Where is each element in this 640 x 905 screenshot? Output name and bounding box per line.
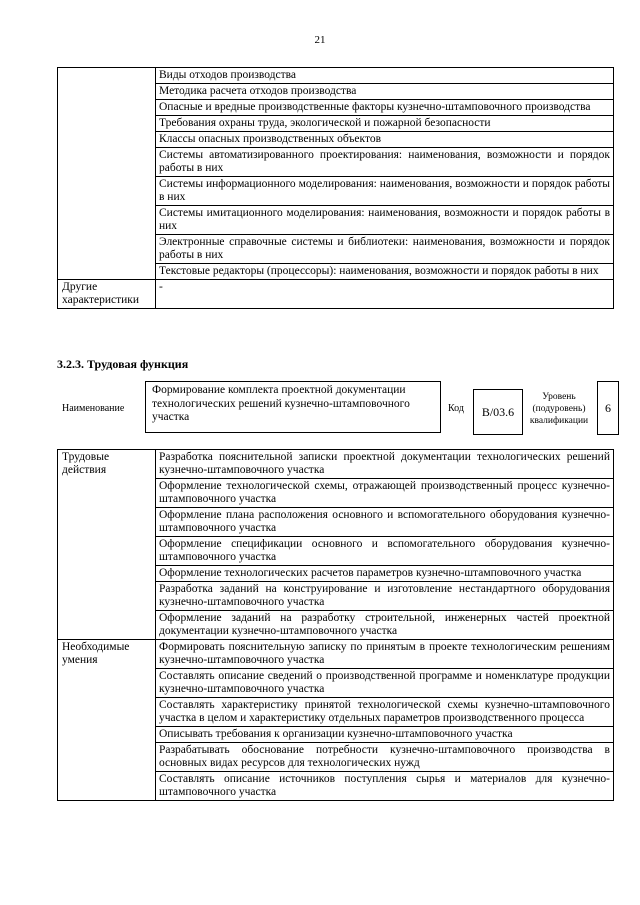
table-cell: Оформление заданий на разработку строительной, инженерных частей проектной документации кузнечно-штамповочного участка	[156, 611, 614, 640]
code-box: В/03.6	[473, 389, 523, 435]
table-cell: Разрабатывать обоснование потребности кузнечно-штамповочного производства в основных видах ресурсов для технологических нужд	[156, 743, 614, 772]
table-row	[58, 68, 614, 84]
table-cell: Требования охраны труда, экологической и пожарной безопасности	[156, 116, 614, 132]
table-cell: Виды отходов производства	[156, 68, 614, 84]
table-row	[58, 450, 614, 479]
function-name-box: Формирование комплекта проектной документации технологических решений кузнечно-штамповочного участка	[145, 381, 441, 433]
knowledge-table	[57, 67, 614, 309]
table-row	[58, 640, 614, 669]
table-cell: Разработка пояснительной записки проектной документации технологических решений кузнечно-штамповочного участка	[156, 450, 614, 479]
table-cell: Системы имитационного моделирования: наименования, возможности и порядок работы в них	[156, 206, 614, 235]
table-cell: Оформление технологических расчетов параметров кузнечно-штамповочного участка	[156, 566, 614, 582]
table-cell: Методика расчета отходов производства	[156, 84, 614, 100]
table-cell: Разработка заданий на конструирование и изготовление нестандартного оборудования кузнечно-штамповочного участка	[156, 582, 614, 611]
name-label: Наименование	[62, 403, 125, 414]
table-cell: Системы информационного моделирования: наименования, возможности и порядок работы в них	[156, 177, 614, 206]
labor-function-header	[57, 381, 617, 437]
other-characteristics-value: -	[156, 280, 614, 309]
table-cell: Опасные и вредные производственные факторы кузнечно-штамповочного производства	[156, 100, 614, 116]
table-cell: Системы автоматизированного проектирования: наименования, возможности и порядок работы в них	[156, 148, 614, 177]
table-cell: Текстовые редакторы (процессоры): наименования, возможности и порядок работы в них	[156, 264, 614, 280]
page-number: 21	[314, 34, 326, 46]
code-label: Код	[448, 403, 464, 414]
labor-actions-table	[57, 449, 614, 801]
table-cell: Составлять описание сведений о производственной программе и номенклатуре продукции кузнечно-штамповочного участка	[156, 669, 614, 698]
table-row	[58, 280, 614, 309]
table-cell: Составлять описание источников поступления сырья и материалов для кузнечно-штамповочного участка	[156, 772, 614, 801]
level-box: 6	[597, 381, 619, 435]
table-cell: Оформление плана расположения основного и вспомогательного оборудования кузнечно-штамповочного участка	[156, 508, 614, 537]
table-cell: Классы опасных производственных объектов	[156, 132, 614, 148]
labor-actions-label: Трудовые действия	[58, 450, 156, 640]
table-cell: Формировать пояснительную записку по принятым в проекте технологическим решениям кузнечно-штамповочного участка	[156, 640, 614, 669]
table-cell: Оформление спецификации основного и вспомогательного оборудования кузнечно-штамповочного участка	[156, 537, 614, 566]
other-characteristics-label: Другие характеристики	[58, 280, 156, 309]
required-skills-label: Необходимые умения	[58, 640, 156, 801]
table-cell: Составлять характеристику принятой технологической схемы кузнечно-штамповочного участка в целом и характеристику отдельных параметров производственного процесса	[156, 698, 614, 727]
table-cell: Оформление технологической схемы, отражающей производственный процесс кузнечно-штамповочного участка	[156, 479, 614, 508]
empty-label-cell	[58, 68, 156, 280]
section-title: 3.2.3. Трудовая функция	[57, 357, 189, 371]
table-cell: Описывать требования к организации кузнечно-штамповочного участка	[156, 727, 614, 743]
table-cell: Электронные справочные системы и библиотеки: наименования, возможности и порядок работы в них	[156, 235, 614, 264]
level-label: Уровень (подуровень) квалификации	[529, 392, 589, 426]
